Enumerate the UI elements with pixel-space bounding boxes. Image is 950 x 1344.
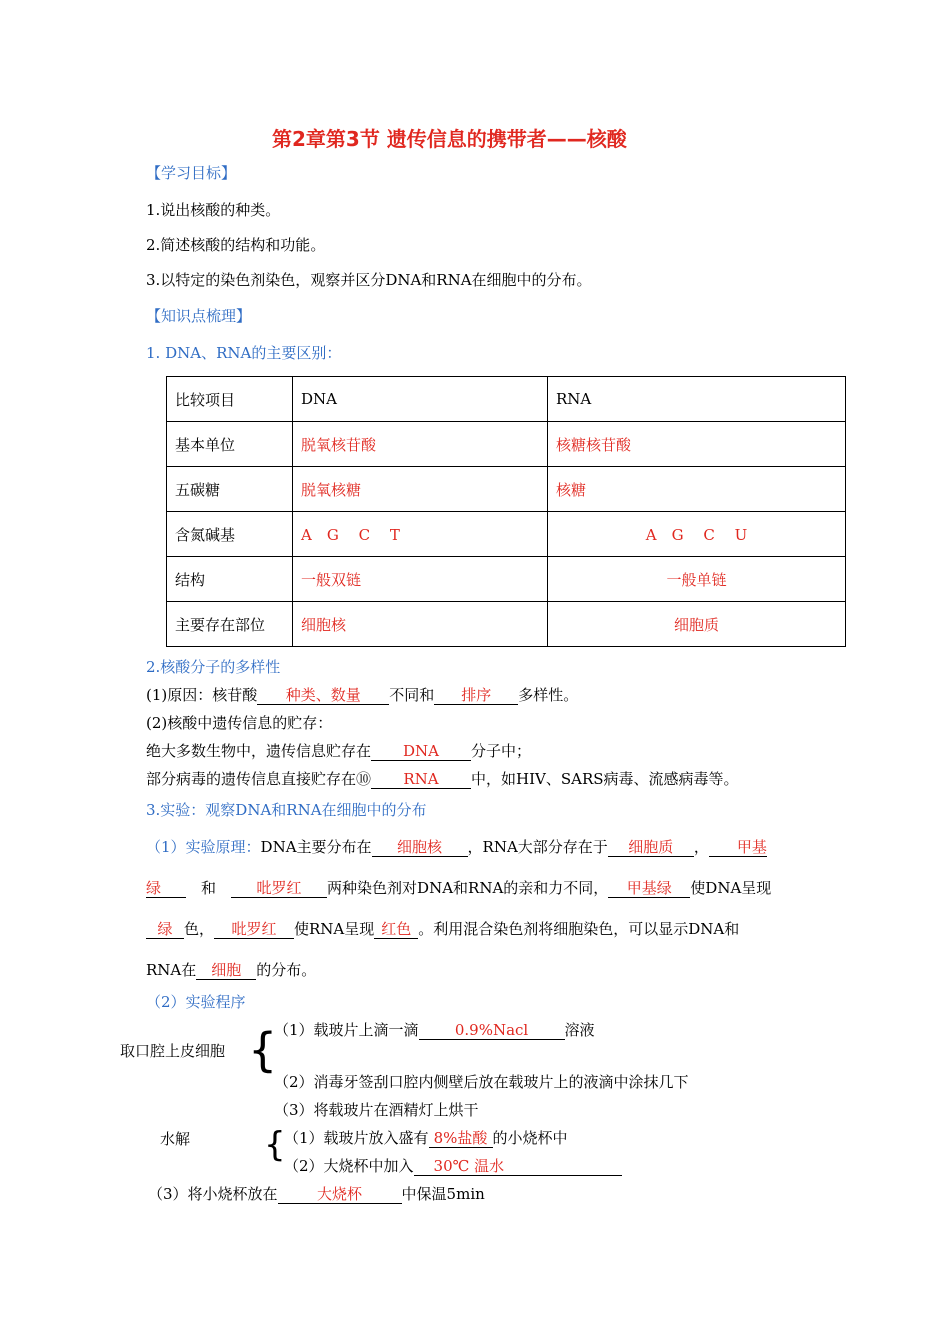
table-row [167, 557, 846, 602]
section2-line3 [146, 742, 531, 761]
table-cell: 核糖 [548, 467, 846, 512]
text: 绝大多数生物中，遗传信息贮存在 [146, 742, 372, 760]
text: 部分病毒的遗传信息直接贮存在⑩ [146, 770, 372, 788]
brace-icon: { [264, 1125, 286, 1165]
answer-blank: 绿 [146, 921, 184, 939]
section2-heading: 2.核酸分子的多样性 [146, 658, 281, 676]
procedure2-step3 [148, 1185, 485, 1204]
section2-line4 [146, 770, 739, 789]
text: 色， [184, 920, 215, 938]
procedure1-step2: （2）消毒牙签刮口腔内侧壁后放在载玻片上的液滴中涂抹几下 [274, 1073, 689, 1091]
goal-item: 3.以特定的染色剂染色，观察并区分DNA和RNA在细胞中的分布。 [146, 271, 592, 289]
table-row [167, 467, 846, 512]
answer-blank: 0.9%Nacl [419, 1022, 565, 1040]
table-cell: 核糖核苷酸 [548, 422, 846, 467]
text: 多样性。 [518, 686, 579, 704]
table-header-cell: DNA [293, 377, 548, 422]
text: ， [693, 838, 709, 856]
text: 使DNA呈现 [690, 879, 772, 897]
text: (1)原因：核苷酸 [146, 686, 258, 704]
answer-blank: RNA [371, 771, 471, 789]
text: （1）载玻片放入盛有 [284, 1129, 429, 1147]
table-header-cell: 比较项目 [167, 377, 293, 422]
procedure1-step3: （3）将载玻片在酒精灯上烘干 [274, 1101, 479, 1119]
section3-heading: 3.实验：观察DNA和RNA在细胞中的分布 [146, 801, 427, 819]
answer-blank: 30℃ 温水 [414, 1158, 622, 1176]
table-row [167, 512, 846, 557]
answer-blank: 吡罗红 [231, 880, 327, 898]
goal-item: 1.说出核酸的种类。 [146, 201, 281, 219]
table-cell: 含氮碱基 [167, 512, 293, 557]
text: 使RNA呈现 [294, 920, 375, 938]
table-cell: 细胞核 [293, 602, 548, 647]
procedure2-step2 [284, 1157, 622, 1176]
table-cell: A G C T [293, 512, 548, 557]
text: DNA主要分布在 [260, 838, 372, 856]
procedure1-label: 取口腔上皮细胞 [120, 1042, 226, 1060]
table-cell: 脱氧核糖 [293, 467, 548, 512]
answer-blank: DNA [371, 743, 471, 761]
goal-item: 2.简述核酸的结构和功能。 [146, 236, 326, 254]
knowledge-heading: 【知识点梳理】 [146, 307, 252, 325]
text: （1）载玻片上滴一滴 [274, 1021, 419, 1039]
table-row [167, 602, 846, 647]
table-cell: 主要存在部位 [167, 602, 293, 647]
answer-blank: 细胞质 [608, 839, 694, 857]
goals-heading: 【学习目标】 [146, 164, 237, 182]
dna-rna-comparison-table [166, 376, 846, 647]
text: （2）大烧杯中加入 [284, 1157, 414, 1175]
answer-blank: 大烧杯 [278, 1186, 402, 1204]
answer-blank: 8%盐酸 [429, 1130, 493, 1148]
principle-line1 [146, 838, 767, 857]
principle-line2 [146, 879, 771, 898]
table-cell: 基本单位 [167, 422, 293, 467]
answer-blank: 红色 [374, 921, 418, 939]
text: 中，如HIV、SARS病毒、流感病毒等。 [471, 770, 739, 788]
text: 中保温5min [401, 1185, 485, 1203]
table-cell: 结构 [167, 557, 293, 602]
answer-blank: 吡罗红 [214, 921, 294, 939]
answer-blank: 种类、数量 [257, 687, 389, 705]
text: 的小烧杯中 [492, 1129, 568, 1147]
text: 两种染色剂对DNA和RNA的亲和力不同， [327, 879, 609, 897]
text: 的分布。 [256, 961, 317, 979]
section2-line1 [146, 686, 578, 705]
section2-line2: (2)核酸中遗传信息的贮存： [146, 714, 333, 732]
table-cell: 一般单链 [548, 557, 846, 602]
text: ，RNA大部分存在于 [467, 838, 608, 856]
table-header-cell: RNA [548, 377, 846, 422]
text: 分子中； [471, 742, 532, 760]
text: RNA在 [146, 961, 197, 979]
procedure2-label: 水解 [160, 1130, 191, 1148]
text: 不同和 [389, 686, 435, 704]
table-cell: 脱氧核苷酸 [293, 422, 548, 467]
procedure-heading: （2）实验程序 [146, 993, 246, 1011]
table-cell: 细胞质 [548, 602, 846, 647]
section1-heading: 1. DNA、RNA的主要区别： [146, 344, 342, 362]
table-row [167, 377, 846, 422]
answer-blank: 细胞 [196, 962, 256, 980]
principle-line3 [146, 920, 739, 939]
table-cell: A G C U [548, 512, 846, 557]
procedure1-step1 [274, 1021, 595, 1040]
answer-blank: 排序 [434, 687, 518, 705]
answer-blank: 细胞核 [372, 839, 468, 857]
page-title: 第2章第3节 遗传信息的携带者——核酸 [272, 127, 627, 151]
table-cell: 五碳糖 [167, 467, 293, 512]
answer-blank: 甲基绿 [608, 880, 690, 898]
text: 溶液 [564, 1021, 595, 1039]
answer-blank: 甲基 [709, 839, 767, 857]
procedure2-step1 [284, 1129, 568, 1148]
text: 。利用混合染色剂将细胞染色，可以显示DNA和 [418, 920, 740, 938]
principle-label: （1）实验原理： [146, 838, 261, 856]
table-cell: 一般双链 [293, 557, 548, 602]
answer-blank: 绿 [146, 880, 186, 898]
table-row [167, 422, 846, 467]
text: 和 [201, 879, 217, 897]
brace-icon: { [248, 1023, 278, 1077]
principle-line4 [146, 961, 316, 980]
text: （3）将小烧杯放在 [148, 1185, 278, 1203]
